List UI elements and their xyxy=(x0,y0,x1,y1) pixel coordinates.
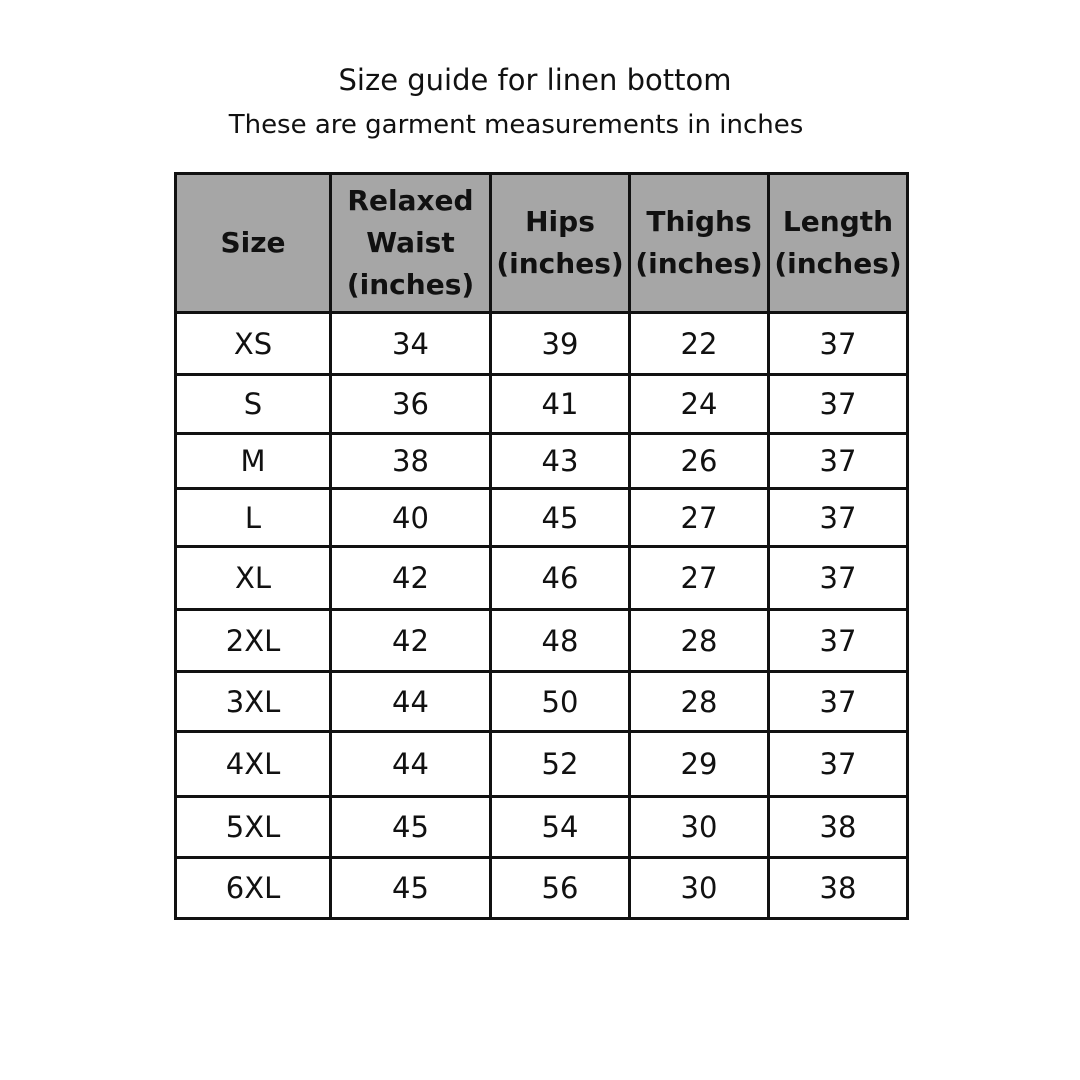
cell-hips: 43 xyxy=(491,434,630,489)
table-row xyxy=(176,672,908,732)
cell-size: 6XL xyxy=(176,858,331,919)
cell-waist: 40 xyxy=(331,489,491,547)
header-size-line: Size xyxy=(220,226,286,259)
header-length-line-1: Length xyxy=(782,205,894,238)
header-thighs-line-1: Thighs xyxy=(646,205,752,238)
cell-length: 37 xyxy=(769,313,908,375)
header-size xyxy=(176,174,331,313)
cell-length: 37 xyxy=(769,547,908,610)
cell-thighs: 29 xyxy=(630,732,769,797)
table-row xyxy=(176,547,908,610)
cell-size: S xyxy=(176,375,331,434)
cell-hips: 50 xyxy=(491,672,630,732)
header-relaxed-waist xyxy=(331,174,491,313)
cell-hips: 54 xyxy=(491,797,630,858)
cell-waist: 45 xyxy=(331,797,491,858)
cell-waist: 38 xyxy=(331,434,491,489)
cell-size: L xyxy=(176,489,331,547)
cell-length: 37 xyxy=(769,375,908,434)
cell-size: XL xyxy=(176,547,331,610)
cell-size: 5XL xyxy=(176,797,331,858)
cell-size: 3XL xyxy=(176,672,331,732)
cell-hips: 56 xyxy=(491,858,630,919)
cell-waist: 36 xyxy=(331,375,491,434)
cell-length: 37 xyxy=(769,732,908,797)
page-subtitle: These are garment measurements in inches xyxy=(228,110,804,140)
cell-thighs: 30 xyxy=(630,858,769,919)
table-row xyxy=(176,732,908,797)
cell-thighs: 27 xyxy=(630,547,769,610)
header-hips-line-1: Hips xyxy=(525,205,595,238)
table-row xyxy=(176,489,908,547)
header-length-line-2: (inches) xyxy=(774,247,902,280)
header-thighs xyxy=(630,174,769,313)
cell-waist: 44 xyxy=(331,732,491,797)
cell-length: 37 xyxy=(769,434,908,489)
cell-length: 37 xyxy=(769,672,908,732)
cell-hips: 46 xyxy=(491,547,630,610)
header-length xyxy=(769,174,908,313)
cell-hips: 41 xyxy=(491,375,630,434)
cell-thighs: 30 xyxy=(630,797,769,858)
cell-length: 38 xyxy=(769,858,908,919)
cell-length: 38 xyxy=(769,797,908,858)
header-hips-line-2: (inches) xyxy=(496,247,624,280)
cell-hips: 48 xyxy=(491,610,630,672)
cell-waist: 34 xyxy=(331,313,491,375)
header-waist-line-3: (inches) xyxy=(346,268,475,301)
cell-size: 2XL xyxy=(176,610,331,672)
cell-thighs: 28 xyxy=(630,610,769,672)
table-row xyxy=(176,610,908,672)
table-row xyxy=(176,375,908,434)
cell-size: XS xyxy=(176,313,331,375)
header-waist-line-2: Waist xyxy=(366,226,455,259)
header-waist-line-1: Relaxed xyxy=(347,184,474,217)
cell-length: 37 xyxy=(769,610,908,672)
cell-thighs: 28 xyxy=(630,672,769,732)
cell-waist: 42 xyxy=(331,610,491,672)
cell-hips: 39 xyxy=(491,313,630,375)
cell-size: 4XL xyxy=(176,732,331,797)
cell-hips: 45 xyxy=(491,489,630,547)
cell-waist: 44 xyxy=(331,672,491,732)
header-hips xyxy=(491,174,630,313)
cell-thighs: 24 xyxy=(630,375,769,434)
table-row xyxy=(176,313,908,375)
cell-thighs: 27 xyxy=(630,489,769,547)
cell-length: 37 xyxy=(769,489,908,547)
table-row xyxy=(176,434,908,489)
table-header-row xyxy=(176,174,908,313)
table-row xyxy=(176,858,908,919)
page-title: Size guide for linen bottom xyxy=(338,63,732,97)
cell-hips: 52 xyxy=(491,732,630,797)
cell-waist: 45 xyxy=(331,858,491,919)
cell-thighs: 22 xyxy=(630,313,769,375)
cell-size: M xyxy=(176,434,331,489)
header-thighs-line-2: (inches) xyxy=(635,247,763,280)
cell-thighs: 26 xyxy=(630,434,769,489)
cell-waist: 42 xyxy=(331,547,491,610)
size-chart-table xyxy=(174,172,909,920)
table-row xyxy=(176,797,908,858)
